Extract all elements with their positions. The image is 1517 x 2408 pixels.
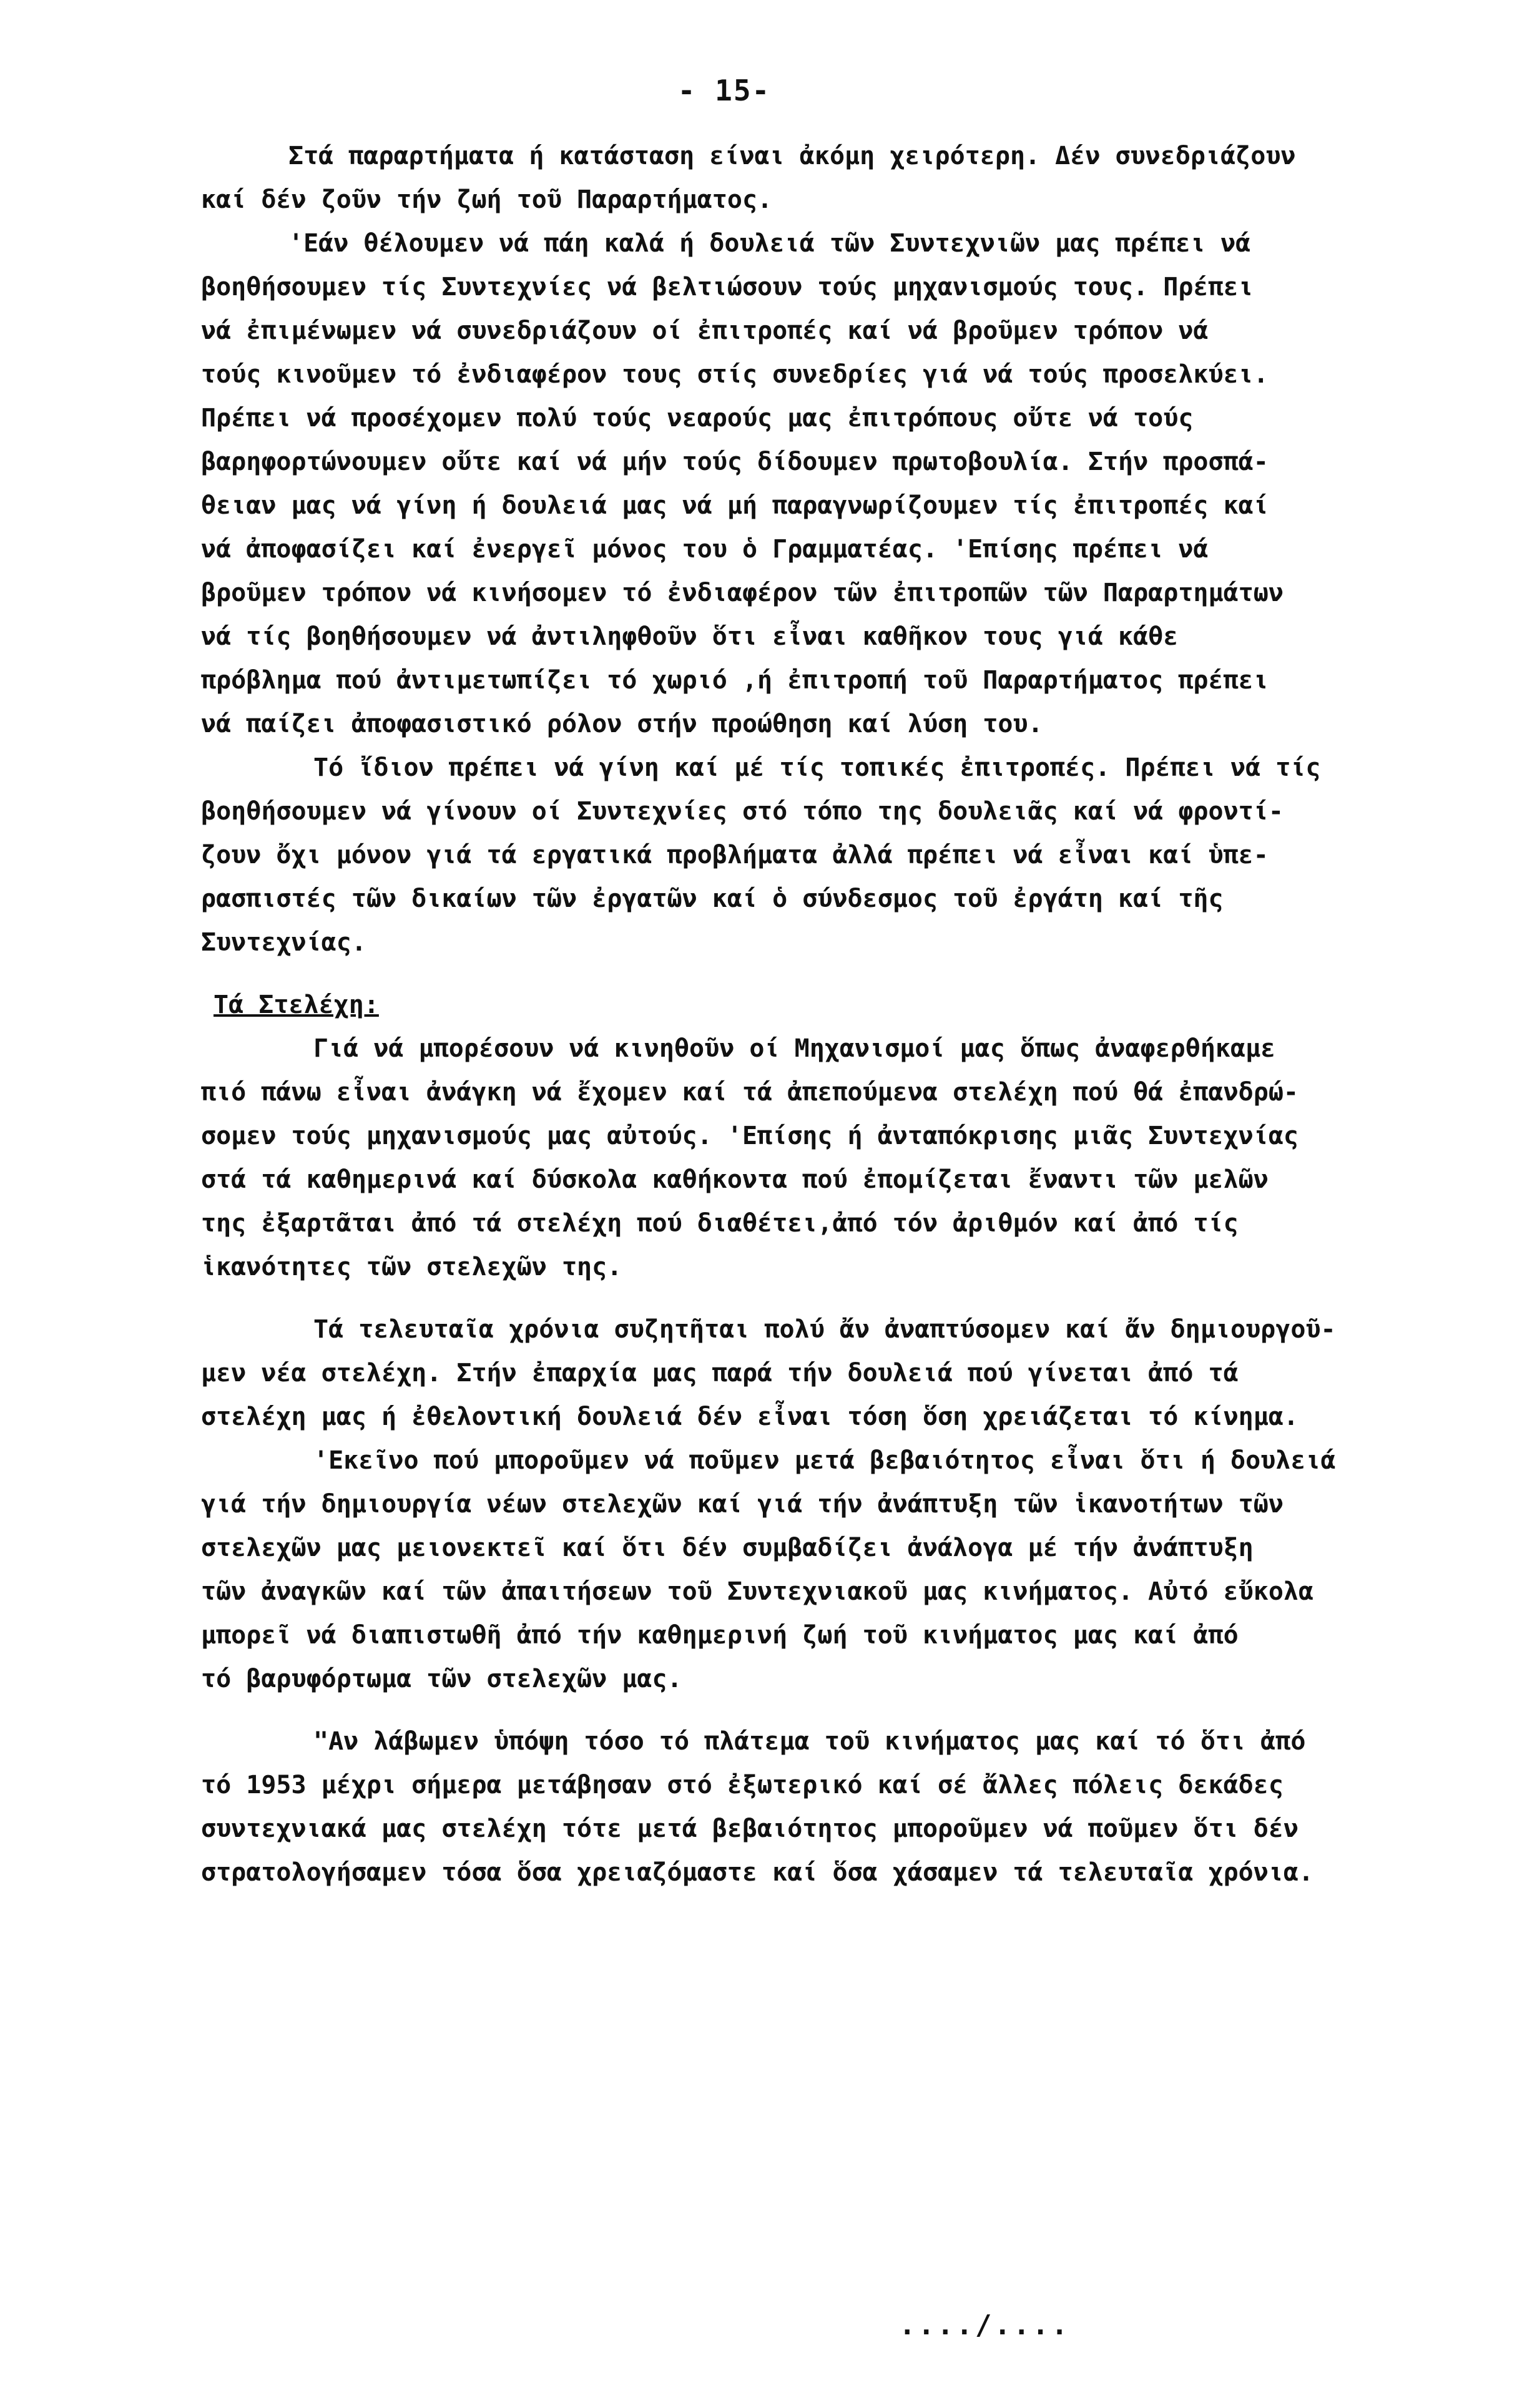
paragraph-line: ζουν ὄχι μόνον γιά τά εργατικά προβλήματα ἀλλά πρέπει νά εἶναι καί ὑπε- xyxy=(201,841,1269,869)
paragraph-line: καί δέν ζοῦν τήν ζωή τοῦ Παραρτήματος. xyxy=(201,185,773,214)
continuation-mark: ..../.... xyxy=(899,2309,1071,2341)
paragraph-line: μπορεῖ νά διαπιστωθῆ ἀπό τήν καθημερινή ζωή τοῦ κινήματος μας καί ἀπό xyxy=(201,1621,1239,1650)
paragraph-line: Στά παραρτήματα ή κατάσταση είναι ἀκόμη χειρότερη. Δέν συνεδριάζουν xyxy=(288,142,1296,170)
paragraph-line: στελέχη μας ή ἐθελοντική δουλειά δέν εἶναι τόση ὅση χρειάζεται τό κίνημα. xyxy=(201,1402,1299,1431)
paragraph-line: νά παίζει ἀποφασιστικό ρόλον στήν προώθηση καί λύση του. xyxy=(201,710,1043,738)
paragraph-line: τούς κινοῦμεν τό ἐνδιαφέρον τους στίς συνεδρίες γιά νά τούς προσελκύει. xyxy=(201,360,1269,389)
paragraph-line: στρατολογήσαμεν τόσα ὅσα χρειαζόμαστε καί ὅσα χάσαμεν τά τελευταῖα χρόνια. xyxy=(201,1858,1314,1887)
paragraph-line: τό 1953 μέχρι σήμερα μετάβησαν στό ἐξωτερικό καί σέ ἄλλες πόλεις δεκάδες xyxy=(201,1771,1284,1799)
paragraph-line: τῶν ἀναγκῶν καί τῶν ἀπαιτήσεων τοῦ Συντεχνιακοῦ μας κινήματος. Αὐτό εὔκολα xyxy=(201,1577,1314,1606)
paragraph-line: 'Εκεῖνο πού μποροῦμεν νά ποῦμεν μετά βεβαιότητος εἶναι ὅτι ή δουλειά xyxy=(313,1446,1336,1475)
paragraph-line: στά τά καθημερινά καί δύσκολα καθήκοντα πού ἐπομίζεται ἔναντι τῶν μελῶν xyxy=(201,1165,1269,1194)
paragraph-line: ἱκανότητες τῶν στελεχῶν της. xyxy=(201,1253,622,1281)
paragraph-line: στελεχῶν μας μειονεκτεῖ καί ὅτι δέν συμβαδίζει ἀνάλογα μέ τήν ἀνάπτυξη xyxy=(201,1534,1254,1562)
paragraph-line: Γιά νά μπορέσουν νά κινηθοῦν οί Μηχανισμοί μας ὅπως ἀναφερθήκαμε xyxy=(313,1034,1276,1063)
page-number: - 15- xyxy=(677,74,771,107)
paragraph-line: της ἐξαρτᾶται ἀπό τά στελέχη πού διαθέτει,ἀπό τόν ἀριθμόν καί ἀπό τίς xyxy=(201,1209,1239,1238)
paragraph-line: "Αν λάβωμεν ὑπόψη τόσο τό πλάτεμα τοῦ κινήματος μας καί τό ὅτι ἀπό xyxy=(313,1727,1306,1756)
paragraph-line: Τό ἴδιον πρέπει νά γίνη καί μέ τίς τοπικές ἐπιτροπές. Πρέπει νά τίς xyxy=(313,753,1321,782)
section-heading: Τά Στελέχη: xyxy=(214,991,379,1019)
paragraph-line: συντεχνιακά μας στελέχη τότε μετά βεβαιότητος μποροῦμεν νά ποῦμεν ὅτι δέν xyxy=(201,1814,1299,1843)
paragraph-line: νά τίς βοηθήσουμεν νά ἀντιληφθοῦν ὅτι εἶναι καθῆκον τους γιά κάθε xyxy=(201,622,1179,651)
paragraph-line: σομεν τούς μηχανισμούς μας αὐτούς. 'Επίσης ή ἀνταπόκρισης μιᾶς Συντεχνίας xyxy=(201,1122,1299,1150)
paragraph-line: ρασπιστές τῶν δικαίων τῶν ἐργατῶν καί ὁ σύνδεσμος τοῦ ἐργάτη καί τῆς xyxy=(201,884,1224,913)
paragraph-line: Τά τελευταῖα χρόνια συζητῆται πολύ ἄν ἀναπτύσομεν καί ἄν δημιουργοῦ- xyxy=(313,1315,1336,1344)
paragraph-line: βοηθήσουμεν νά γίνουν οί Συντεχνίες στό τόπο της δουλειᾶς καί νά φροντί- xyxy=(201,797,1284,826)
paragraph-line: νά ἀποφασίζει καί ἐνεργεῖ μόνος του ὁ Γραμματέας. 'Επίσης πρέπει νά xyxy=(201,535,1209,564)
paragraph-line: βαρηφορτώνουμεν οὔτε καί νά μήν τούς δίδουμεν πρωτοβουλία. Στήν προσπά- xyxy=(201,448,1269,476)
paragraph-line: θειαν μας νά γίνη ή δουλειά μας νά μή παραγνωρίζουμεν τίς ἐπιτροπές καί xyxy=(201,491,1269,520)
paragraph-line: πρόβλημα πού ἀντιμετωπίζει τό χωριό ,ή ἐπιτροπή τοῦ Παραρτήματος πρέπει xyxy=(201,666,1269,695)
paragraph-line: βροῦμεν τρόπον νά κινήσομεν τό ἐνδιαφέρον τῶν ἐπιτροπῶν τῶν Παραρτημάτων xyxy=(201,579,1284,607)
paragraph-line: Πρέπει νά προσέχομεν πολύ τούς νεαρούς μας ἐπιτρόπους οὔτε νά τούς xyxy=(201,404,1194,433)
paragraph-line: πιό πάνω εἶναι ἀνάγκη νά ἔχομεν καί τά ἀπεπούμενα στελέχη πού θά ἐπανδρώ- xyxy=(201,1078,1299,1107)
paragraph-line: γιά τήν δημιουργία νέων στελεχῶν καί γιά τήν ἀνάπτυξη τῶν ἱκανοτήτων τῶν xyxy=(201,1490,1284,1519)
paragraph-line: τό βαρυφόρτωμα τῶν στελεχῶν μας. xyxy=(201,1665,682,1693)
paragraph-line: βοηθήσουμεν τίς Συντεχνίες νά βελτιώσουν τούς μηχανισμούς τους. Πρέπει xyxy=(201,273,1254,301)
paragraph-line: μεν νέα στελέχη. Στήν ἐπαρχία μας παρά τήν δουλειά πού γίνεται ἀπό τά xyxy=(201,1359,1239,1388)
paragraph-line: Συντεχνίας. xyxy=(201,928,366,957)
body-text xyxy=(201,134,1443,1894)
paragraph-line: 'Εάν θέλουμεν νά πάη καλά ή δουλειά τῶν Συντεχνιῶν μας πρέπει νά xyxy=(288,229,1251,258)
paragraph-line: νά ἐπιμένωμεν νά συνεδριάζουν οί ἐπιτροπές καί νά βροῦμεν τρόπον νά xyxy=(201,316,1209,345)
